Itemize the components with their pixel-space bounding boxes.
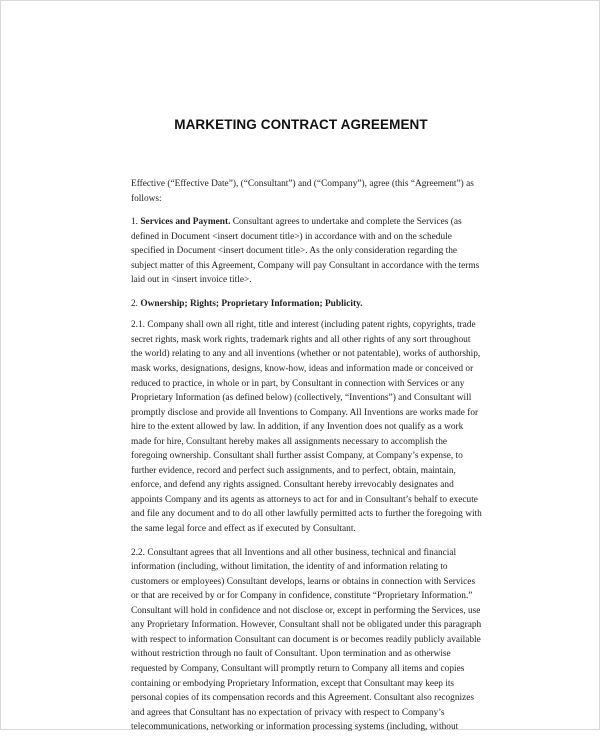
section-2-number: 2. — [131, 298, 139, 309]
section-1-paragraph — [131, 215, 483, 288]
section-2-heading-line — [131, 297, 483, 312]
section-1-heading: Services and Payment. — [140, 217, 231, 228]
intro-paragraph: Effective (“Effective Date”), (“Consultant”) and (“Company”), agree (this “Agreement”) as follows: — [131, 179, 474, 204]
paragraph-2-1: 2.1. Company shall own all right, title and interest (including patent rights, copyrights, trade secret rights, mask work rights, trademark rights and all other rights of any sort throughout the world) relating to any and all inventions (whether or not patentable), works of authorship, mask works, designations, designs, know-how, ideas and information made or conceived or reduced to practice, in whole or in part, by Consultant in connection with Services or any Proprietary Information (as defined below) (collectively, “Inventions”) and Consultant will promptly disclose and provide all Inventions to Company. All Inventions are works made for hire to the extent allowed by law. In addition, if any Invention does not qualify as a work made for hire, Consultant hereby makes all assignments necessary to accomplish the foregoing ownership. Consultant shall further assist Company, at Company’s expense, to further evidence, record and perfect such assignments, and to perfect, obtain, maintain, enforce, and defend any rights assigned. Consultant hereby irrevocably designates and appoints Company and its agents as attorneys to act for and in Consultant’s behalf to execute and file any document and to do all other lawfully permitted acts to further the foregoing with the same legal force and effect as if executed by Consultant. — [131, 320, 482, 535]
document-title: MARKETING CONTRACT AGREEMENT — [174, 117, 428, 132]
section-1-text: Consultant agrees to undertake and complete the Services (as defined in Document <insert document title>) in accordance with and on the schedule specified in Document <insert document title>. As the only consideration regarding the subject matter of this Agreement, Company will pay Consultant in accordance with the terms laid out in <insert invoice title>. — [131, 217, 480, 286]
section-2-heading: Ownership; Rights; Proprietary Information; Publicity. — [140, 298, 363, 309]
section-1-number: 1. — [131, 217, 139, 228]
document-body — [131, 177, 483, 744]
paragraph-2-2: 2.2. Consultant agrees that all Inventions and all other business, technical and financial information (including, without limitation, the identity of and information relating to customers or employees) Consultant develops, learns or obtains in connection with Services or that are received by or for Company in confidence, constitute “Proprietary Information.” Consultant will hold in confidence and not disclose or, except in performing the Services, use any Proprietary Information. However, Consultant shall not be obligated under this paragraph with respect to information Consultant can document is or becomes readily publicly available without restriction through no fault of Consultant. Upon termination and as otherwise requested by Company, Consultant will promptly return to Company all items and copies containing or embodying Proprietary Information, except that Consultant may keep its personal copies of its compensation records and this Agreement. Consultant also recognizes and agrees that Consultant has no expectation of privacy with respect to Company’s telecommunications, networking or information processing systems (including, without — [131, 547, 482, 733]
